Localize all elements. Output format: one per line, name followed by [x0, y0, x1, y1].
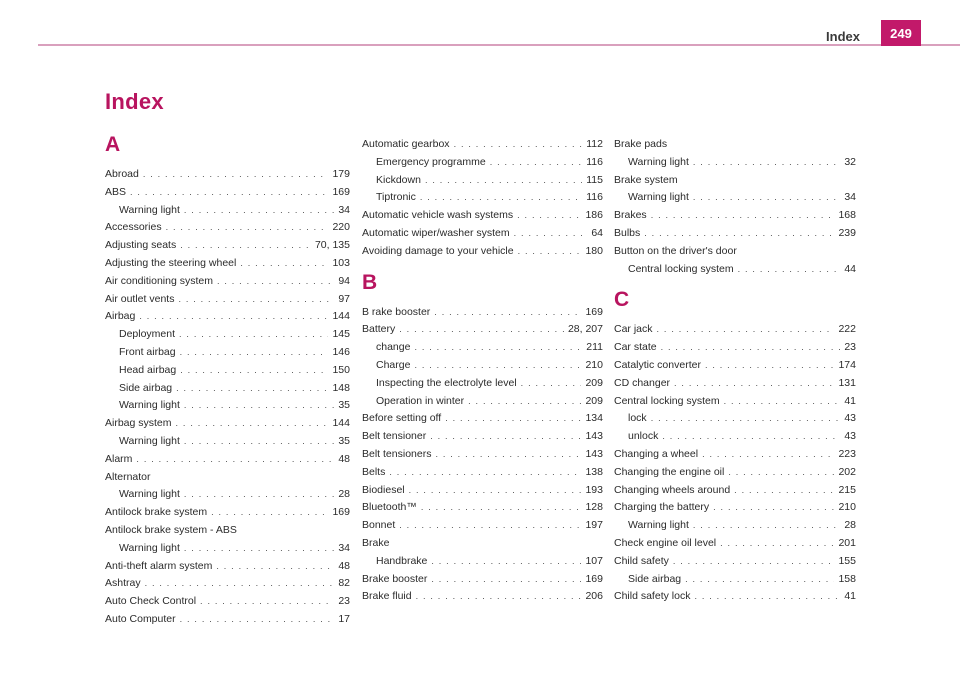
- entry-label: Warning light: [119, 203, 180, 216]
- index-entry: [105, 559, 350, 574]
- index-entry: [362, 244, 603, 259]
- index-subentry: [105, 363, 350, 378]
- entry-page-number: 174: [838, 359, 856, 371]
- section-letter-c: C: [614, 288, 630, 312]
- dot-leader: [200, 594, 334, 609]
- index-entry: [614, 358, 856, 373]
- entry-page-number: 209: [585, 394, 603, 407]
- dot-leader: [399, 518, 581, 533]
- entry-page-number: 41: [844, 590, 856, 603]
- entry-page-number: 34: [338, 541, 350, 554]
- index-entry: [105, 416, 350, 431]
- entry-label: Child safety: [614, 554, 669, 567]
- entry-label: Air conditioning system: [105, 274, 213, 287]
- index-subentry: [362, 358, 603, 373]
- entry-label: CD changer: [614, 376, 671, 389]
- entry-page-number: 23: [338, 595, 350, 608]
- index-entry: [614, 244, 856, 259]
- entry-label: Auto Check Control: [105, 595, 197, 608]
- entry-page-number: 220: [332, 221, 350, 234]
- entry-page-number: 180: [585, 244, 603, 257]
- entry-label: lock: [628, 412, 647, 425]
- entry-label: Antilock brake system - ABS: [105, 524, 237, 536]
- index-entry: [105, 452, 350, 467]
- entry-label: Auto Computer: [105, 613, 176, 625]
- entry-page-number: 128: [585, 501, 603, 514]
- dot-leader: [454, 137, 583, 152]
- entry-label: Operation in winter: [376, 394, 465, 407]
- entry-page-number: 150: [332, 363, 350, 376]
- dot-leader: [143, 167, 329, 182]
- section-letter-b: B: [362, 270, 378, 294]
- index-entry: [362, 429, 603, 444]
- entry-label: Inspecting the electrolyte level: [376, 376, 517, 389]
- entry-label: Belts: [362, 465, 386, 478]
- index-entry: [105, 309, 350, 324]
- index-subentry: [105, 381, 350, 396]
- index-entry: [105, 594, 350, 609]
- entry-label: Automatic gearbox: [362, 138, 450, 150]
- index-entry: [362, 305, 603, 320]
- entry-label: Antilock brake system: [105, 506, 208, 519]
- entry-label: Brake system: [614, 173, 678, 186]
- dot-leader: [705, 358, 835, 373]
- dot-leader: [180, 238, 311, 253]
- dot-leader: [728, 465, 834, 480]
- dot-leader: [414, 340, 582, 355]
- index-subentry: [362, 190, 603, 205]
- dot-leader: [145, 576, 335, 591]
- dot-leader: [445, 411, 581, 426]
- index-entry: [614, 322, 856, 337]
- entry-page-number: 94: [338, 274, 350, 287]
- entry-label: Belt tensioner: [362, 430, 427, 443]
- dot-leader: [414, 358, 581, 373]
- dot-leader: [178, 292, 334, 307]
- dot-leader: [734, 483, 834, 498]
- index-entry: [614, 340, 856, 355]
- dot-leader: [517, 208, 581, 223]
- entry-label: Changing the engine oil: [614, 465, 725, 478]
- dot-leader: [434, 305, 581, 320]
- index-subentry: [614, 572, 856, 587]
- entry-label: Accessories: [105, 221, 162, 234]
- index-subentry: [105, 203, 350, 218]
- entry-page-number: 202: [838, 465, 856, 478]
- index-entry: [614, 137, 856, 152]
- dot-leader: [211, 505, 328, 520]
- entry-label: Charging the battery: [614, 501, 710, 514]
- dot-leader: [416, 589, 582, 604]
- entry-page-number: 144: [332, 310, 350, 323]
- entry-page-number: 179: [332, 168, 350, 180]
- entry-label: Bulbs: [614, 227, 641, 239]
- entry-label: ABS: [105, 185, 127, 198]
- index-entry: [362, 447, 603, 462]
- entry-page-number: 197: [585, 519, 603, 532]
- index-entry: [362, 572, 603, 587]
- entry-label: Front airbag: [119, 346, 176, 358]
- entry-label: Central locking system: [628, 262, 734, 275]
- entry-page-number: 146: [332, 346, 350, 358]
- entry-label: Emergency programme: [376, 155, 486, 168]
- index-entry: [362, 411, 603, 426]
- dot-leader: [685, 572, 834, 587]
- entry-page-number: 34: [338, 203, 350, 216]
- dot-leader: [420, 190, 582, 205]
- entry-page-number: 70, 135: [314, 239, 350, 252]
- section-letter-a: A: [105, 133, 121, 156]
- entry-label: Brake: [362, 537, 390, 549]
- dot-leader: [720, 536, 834, 551]
- entry-page-number: 43: [844, 430, 856, 443]
- index-entry: [362, 483, 603, 498]
- entry-page-number: 43: [844, 412, 856, 425]
- entry-page-number: 131: [838, 376, 856, 389]
- dot-leader: [693, 190, 840, 205]
- index-entry: [614, 394, 856, 409]
- entry-label: Brake pads: [614, 138, 668, 150]
- entry-page-number: 206: [585, 590, 603, 603]
- entry-label: Biodiesel: [362, 483, 405, 496]
- index-entry: [105, 274, 350, 289]
- entry-page-number: 97: [338, 292, 350, 305]
- index-entry: [105, 576, 350, 591]
- running-header-title: Index: [826, 29, 860, 44]
- entry-label: Adjusting the steering wheel: [105, 257, 237, 269]
- entry-label: Tiptronic: [376, 191, 416, 204]
- index-entry: [614, 554, 856, 569]
- index-subentry: [614, 518, 856, 533]
- entry-page-number: 48: [338, 559, 350, 572]
- index-subentry: [105, 434, 350, 449]
- page-title: Index: [105, 89, 164, 114]
- entry-label: Catalytic converter: [614, 359, 701, 371]
- index-entry: [105, 185, 350, 200]
- dot-leader: [673, 554, 835, 569]
- entry-label: Air outlet vents: [105, 292, 175, 305]
- index-subentry: [614, 411, 856, 426]
- entry-label: Deployment: [119, 328, 176, 341]
- dot-leader: [435, 447, 581, 462]
- index-subentry: [362, 376, 603, 391]
- index-entry: [105, 238, 350, 253]
- entry-label: Warning light: [119, 541, 180, 554]
- entry-page-number: 222: [838, 323, 856, 336]
- index-subentry: [105, 327, 350, 342]
- entry-page-number: 211: [586, 341, 603, 354]
- index-entry: [362, 589, 603, 604]
- index-entry: [105, 220, 350, 235]
- dot-leader: [184, 434, 334, 449]
- entry-page-number: 116: [586, 155, 603, 168]
- index-entry: [362, 226, 603, 241]
- dot-leader: [490, 155, 583, 170]
- index-entry: [362, 208, 603, 223]
- entry-page-number: 35: [338, 399, 350, 412]
- dot-leader: [184, 487, 334, 502]
- dot-leader: [651, 411, 841, 426]
- dot-leader: [724, 394, 841, 409]
- entry-page-number: 115: [586, 173, 603, 186]
- entry-label: unlock: [628, 430, 659, 443]
- entry-page-number: 64: [591, 227, 603, 239]
- index-entry: [614, 465, 856, 480]
- dot-leader: [184, 541, 334, 556]
- dot-leader: [399, 322, 564, 337]
- entry-page-number: 143: [585, 430, 603, 443]
- entry-label: Side airbag: [119, 381, 173, 394]
- entry-page-number: 116: [586, 191, 603, 204]
- dot-leader: [518, 244, 582, 259]
- entry-label: Warning light: [119, 399, 180, 412]
- dot-leader: [713, 500, 834, 515]
- entry-page-number: 210: [838, 501, 856, 514]
- dot-leader: [139, 309, 328, 324]
- entry-label: Car jack: [614, 323, 653, 336]
- header-rule: [38, 44, 960, 46]
- index-subentry: [362, 340, 603, 355]
- index-entry: [362, 500, 603, 515]
- entry-label: Button on the driver's door: [614, 244, 737, 257]
- entry-label: Warning light: [119, 488, 180, 501]
- entry-page-number: 168: [838, 209, 856, 222]
- entry-label: Charge: [376, 359, 411, 371]
- index-entry: [614, 208, 856, 223]
- index-subentry: [362, 155, 603, 170]
- index-subentry: [105, 345, 350, 360]
- entry-label: Anti-theft alarm system: [105, 559, 213, 572]
- dot-leader: [180, 612, 335, 627]
- index-subentry: [105, 541, 350, 556]
- index-entry: [105, 505, 350, 520]
- entry-page-number: 28: [844, 519, 856, 532]
- dot-leader: [514, 226, 588, 241]
- dot-leader: [661, 340, 841, 355]
- entry-page-number: 158: [838, 572, 856, 585]
- entry-page-number: 169: [585, 305, 603, 318]
- entry-label: Airbag system: [105, 417, 172, 430]
- entry-label: Warning light: [628, 155, 689, 168]
- index-subentry: [105, 487, 350, 502]
- entry-page-number: 143: [585, 448, 603, 460]
- entry-page-number: 23: [844, 341, 856, 354]
- entry-page-number: 41: [844, 394, 856, 407]
- entry-page-number: 144: [332, 417, 350, 430]
- entry-label: Child safety lock: [614, 590, 691, 603]
- index-entry: [614, 589, 856, 604]
- page-number-badge: 249: [881, 20, 921, 46]
- entry-page-number: 32: [844, 155, 856, 168]
- entry-label: Before setting off: [362, 412, 442, 425]
- dot-leader: [738, 262, 841, 277]
- entry-label: Warning light: [628, 191, 689, 204]
- index-entry: [105, 256, 350, 271]
- entry-page-number: 112: [586, 138, 603, 150]
- entry-label: Ashtray: [105, 577, 141, 590]
- entry-page-number: 48: [338, 452, 350, 465]
- dot-leader: [240, 256, 328, 271]
- index-subentry: [362, 554, 603, 569]
- entry-label: change: [376, 341, 411, 354]
- entry-page-number: 28: [338, 488, 350, 501]
- entry-label: Avoiding damage to your vehicle: [362, 244, 514, 257]
- entry-page-number: 44: [844, 262, 856, 275]
- entry-page-number: 223: [838, 448, 856, 460]
- entry-label: Abroad: [105, 168, 139, 180]
- entry-label: Head airbag: [119, 363, 177, 376]
- dot-leader: [662, 429, 840, 444]
- index-entry: [362, 465, 603, 480]
- index-subentry: [614, 262, 856, 277]
- entry-page-number: 148: [332, 381, 350, 394]
- dot-leader: [431, 554, 581, 569]
- index-entry: [362, 322, 603, 337]
- dot-leader: [184, 203, 334, 218]
- dot-leader: [166, 220, 329, 235]
- entry-page-number: 17: [338, 613, 350, 625]
- entry-page-number: 215: [838, 483, 856, 496]
- index-entry: [362, 137, 603, 152]
- index-subentry: [105, 398, 350, 413]
- dot-leader: [409, 483, 582, 498]
- index-entry: [362, 518, 603, 533]
- dot-leader: [694, 589, 840, 604]
- dot-leader: [430, 429, 581, 444]
- entry-page-number: 28, 207: [567, 323, 603, 336]
- entry-label: Brake fluid: [362, 590, 412, 603]
- entry-label: Kickdown: [376, 173, 421, 186]
- entry-label: Central locking system: [614, 394, 720, 407]
- index-entry: [362, 536, 603, 551]
- dot-leader: [702, 447, 834, 462]
- index-subentry: [614, 429, 856, 444]
- entry-page-number: 138: [585, 465, 603, 478]
- entry-page-number: 169: [585, 572, 603, 585]
- entry-label: B rake booster: [362, 305, 431, 318]
- entry-page-number: 82: [338, 577, 350, 590]
- index-entry: [614, 483, 856, 498]
- index-entry: [614, 536, 856, 551]
- entry-page-number: 201: [838, 537, 856, 549]
- dot-leader: [693, 518, 840, 533]
- entry-label: Brakes: [614, 209, 647, 222]
- dot-leader: [674, 376, 834, 391]
- dot-leader: [179, 327, 328, 342]
- dot-leader: [657, 322, 835, 337]
- entry-page-number: 239: [838, 227, 856, 239]
- entry-label: Belt tensioners: [362, 448, 432, 460]
- entry-label: Automatic wiper/washer system: [362, 227, 510, 239]
- entry-label: Warning light: [119, 435, 180, 447]
- dot-leader: [651, 208, 835, 223]
- entry-label: Alarm: [105, 452, 133, 465]
- dot-leader: [180, 345, 329, 360]
- entry-page-number: 35: [338, 435, 350, 447]
- entry-label: Airbag: [105, 310, 136, 323]
- index-subentry: [362, 394, 603, 409]
- entry-label: Bluetooth™: [362, 501, 417, 514]
- index-entry: [105, 292, 350, 307]
- dot-leader: [431, 572, 581, 587]
- dot-leader: [136, 452, 334, 467]
- entry-label: Check engine oil level: [614, 537, 717, 549]
- dot-leader: [217, 274, 334, 289]
- entry-label: Warning light: [628, 519, 689, 532]
- index-entry: [614, 226, 856, 241]
- entry-label: Brake booster: [362, 572, 428, 585]
- index-entry: [105, 523, 350, 538]
- entry-page-number: 107: [585, 554, 603, 567]
- entry-label: Bonnet: [362, 519, 396, 532]
- index-subentry: [362, 173, 603, 188]
- entry-page-number: 186: [585, 209, 603, 222]
- index-entry: [105, 612, 350, 627]
- dot-leader: [468, 394, 581, 409]
- dot-leader: [644, 226, 834, 241]
- dot-leader: [693, 155, 840, 170]
- dot-leader: [184, 398, 334, 413]
- index-entry: [614, 173, 856, 188]
- dot-leader: [216, 559, 334, 574]
- entry-page-number: 210: [585, 359, 603, 371]
- dot-leader: [421, 500, 582, 515]
- entry-page-number: 34: [844, 191, 856, 204]
- dot-leader: [130, 185, 328, 200]
- index-entry: [105, 167, 350, 182]
- index-subentry: [614, 190, 856, 205]
- index-entry: [105, 470, 350, 485]
- dot-leader: [521, 376, 582, 391]
- index-entry: [614, 447, 856, 462]
- entry-label: Alternator: [105, 470, 151, 483]
- dot-leader: [180, 363, 328, 378]
- index-entry: [614, 376, 856, 391]
- index-entry: [614, 500, 856, 515]
- entry-page-number: 209: [585, 376, 603, 389]
- entry-label: Side airbag: [628, 572, 682, 585]
- entry-label: Car state: [614, 341, 657, 354]
- index-subentry: [614, 155, 856, 170]
- entry-label: Automatic vehicle wash systems: [362, 209, 514, 222]
- entry-label: Handbrake: [376, 554, 428, 567]
- entry-page-number: 155: [838, 554, 856, 567]
- entry-label: Battery: [362, 323, 396, 336]
- dot-leader: [389, 465, 581, 480]
- dot-leader: [425, 173, 582, 188]
- entry-label: Changing a wheel: [614, 448, 699, 460]
- entry-page-number: 169: [332, 506, 350, 519]
- entry-label: Adjusting seats: [105, 239, 177, 252]
- dot-leader: [176, 416, 329, 431]
- entry-page-number: 103: [332, 257, 350, 269]
- entry-page-number: 145: [332, 328, 350, 341]
- dot-leader: [176, 381, 328, 396]
- entry-label: Changing wheels around: [614, 483, 731, 496]
- entry-page-number: 169: [332, 185, 350, 198]
- entry-page-number: 134: [585, 412, 603, 425]
- entry-page-number: 193: [585, 483, 603, 496]
